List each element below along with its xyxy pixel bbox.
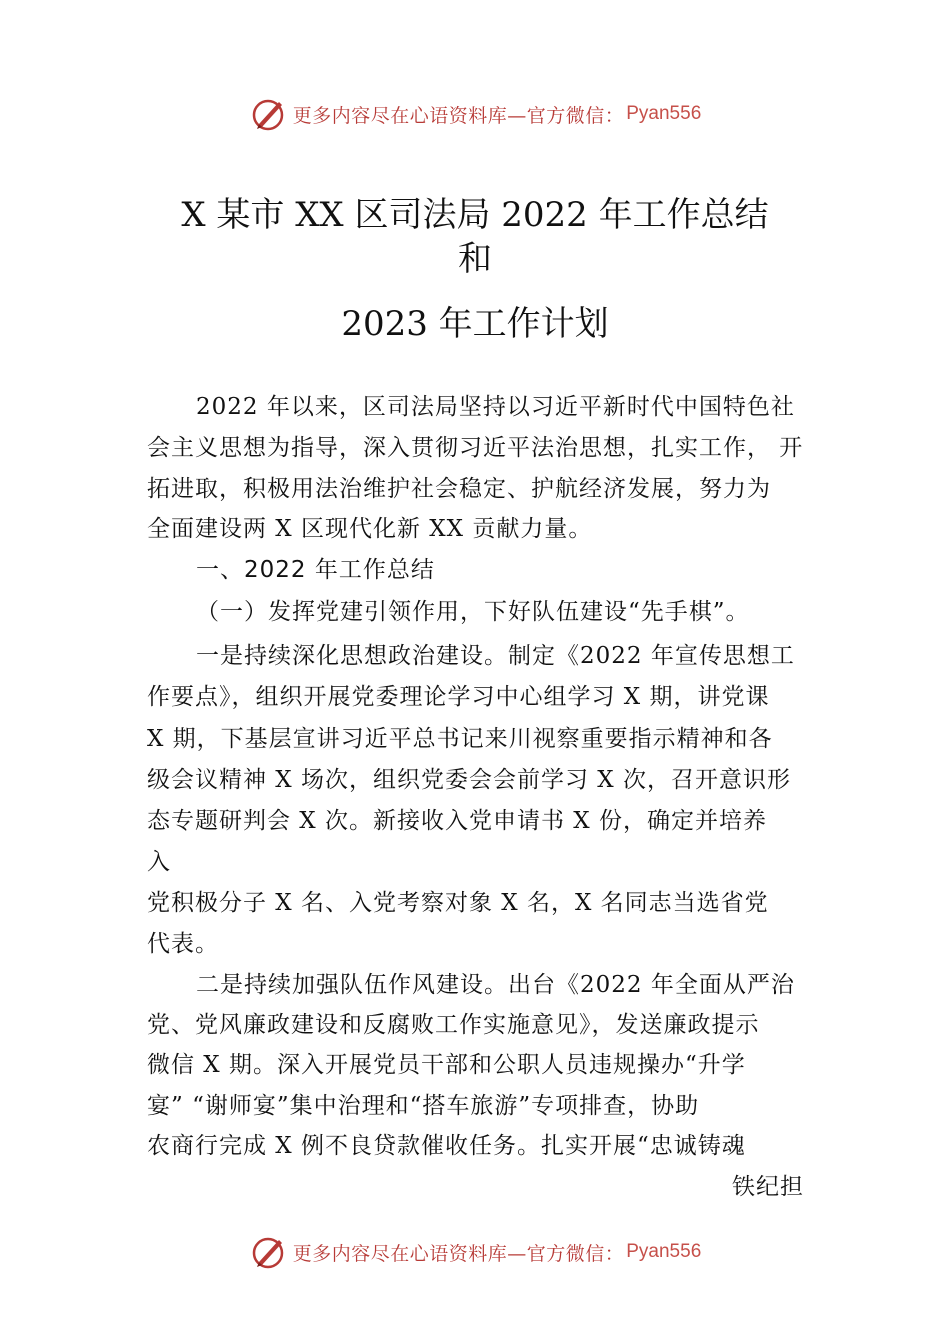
wechat-id: Pyan556 — [626, 103, 702, 124]
body-line: 拓进取，积极用法治维护社会稳定、护航经济发展，努力为 — [147, 476, 771, 502]
body-line: X 期，下基层宣讲习近平总书记来川视察重要指示精神和各 — [147, 726, 773, 752]
body-line: 党积极分子 X 名、入党考察对象 X 名，X 名同志当选省党 — [147, 890, 769, 916]
body-line: 铁纪担 — [732, 1174, 804, 1200]
body-line: 农商行完成 X 例不良贷款催收任务。扎实开展“忠诚铸魂 — [147, 1133, 746, 1159]
body-line: 代表。 — [147, 931, 219, 957]
body-line: 宴” “谢师宴”集中治理和“搭车旅游”专项排查，协助 — [147, 1093, 700, 1119]
body-line: 一是持续深化思想政治建设。制定《2022 年宣传思想工 — [196, 643, 795, 669]
body-line: 作要点》，组织开展党委理论学习中心组学习 X 期，讲党课 — [147, 684, 770, 710]
body-line: 二是持续加强队伍作风建设。出台《2022 年全面从严治 — [196, 972, 795, 998]
header-watermark-banner — [0, 92, 950, 136]
banner-text: 更多内容尽在心语资料库—官方微信： — [292, 104, 625, 127]
section-heading: 一、2022 年工作总结 — [196, 557, 435, 583]
body-line: 入 — [147, 849, 171, 875]
body-line: 会主义思想为指导，深入贯彻习近平法治思想，扎实工作， 开 — [147, 435, 804, 461]
body-line: 级会议精神 X 场次，组织党委会会前学习 X 次，召开意识形 — [147, 767, 791, 793]
body-line: 全面建设两 X 区现代化新 XX 贡献力量。 — [147, 516, 593, 542]
document-title-line-2: 和 — [458, 239, 492, 279]
document-title-line-1: X 某市 XX 区司法局 2022 年工作总结 — [181, 195, 769, 235]
pen-logo-icon — [249, 1232, 289, 1272]
pen-logo-icon — [249, 94, 289, 134]
footer-watermark-banner — [0, 1230, 950, 1274]
body-line: 2022 年以来，区司法局坚持以习近平新时代中国特色社 — [196, 394, 795, 420]
wechat-id: Pyan556 — [626, 1241, 702, 1262]
banner-text: 更多内容尽在心语资料库—官方微信： — [292, 1242, 625, 1265]
body-line: 党、党风廉政建设和反腐败工作实施意见》，发送廉政提示 — [147, 1012, 760, 1038]
body-line: 态专题研判会 X 次。新接收入党申请书 X 份，确定并培养 — [147, 808, 767, 834]
subsection-heading: （一）发挥党建引领作用，下好队伍建设“先手棋”。 — [196, 599, 750, 625]
body-line: 微信 X 期。深入开展党员干部和公职人员违规操办“升学 — [147, 1052, 746, 1078]
document-title-line-3: 2023 年工作计划 — [341, 304, 609, 344]
